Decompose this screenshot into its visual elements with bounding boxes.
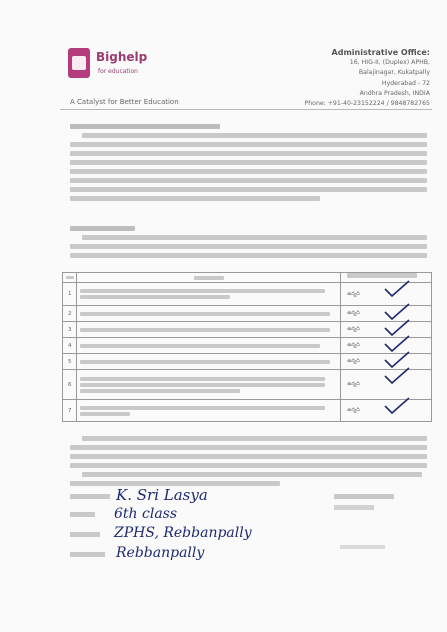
question-text bbox=[77, 400, 341, 422]
table-row bbox=[63, 370, 432, 400]
brand-name: Bighelp bbox=[96, 50, 148, 64]
letter-intro bbox=[70, 124, 430, 205]
text-line bbox=[70, 244, 427, 249]
office-line: Hyderabad - 72 bbox=[381, 79, 430, 87]
office-line: Balajinagar, Kukatpally bbox=[358, 69, 430, 77]
bighelp-logo-icon bbox=[68, 48, 90, 78]
question-number: 7 bbox=[63, 400, 77, 422]
text-line bbox=[82, 133, 427, 138]
answer-text: ఉన్నది bbox=[347, 381, 360, 387]
text-line bbox=[70, 253, 427, 258]
sender-title bbox=[334, 505, 374, 510]
office-line: Phone: +91-40-23152224 / 9848782765 bbox=[304, 100, 430, 108]
text-line bbox=[82, 436, 427, 441]
answer-text: ఉన్నది bbox=[347, 326, 360, 332]
question-number: 2 bbox=[63, 306, 77, 322]
label-name bbox=[70, 494, 110, 499]
letter-closing bbox=[70, 436, 430, 490]
answer-text: ఉన్నది bbox=[347, 290, 360, 297]
table-row bbox=[63, 283, 432, 306]
brand-subtitle: for education bbox=[98, 68, 138, 75]
table-row bbox=[63, 338, 432, 354]
answer-text: ఉన్నది bbox=[347, 358, 360, 364]
table-row bbox=[63, 400, 432, 422]
table-row bbox=[63, 306, 432, 322]
label-school bbox=[70, 532, 100, 537]
student-village: Rebbanpally bbox=[116, 545, 205, 561]
answer-cell bbox=[341, 400, 432, 422]
text-line bbox=[70, 454, 427, 459]
question-text bbox=[77, 354, 341, 370]
text-line bbox=[70, 142, 427, 147]
question-text bbox=[77, 338, 341, 354]
student-name: K. Sri Lasya bbox=[116, 486, 208, 504]
label-class bbox=[70, 512, 95, 517]
text-line bbox=[70, 196, 320, 201]
header-cell bbox=[77, 273, 341, 283]
question-number: 3 bbox=[63, 322, 77, 338]
question-number: 1 bbox=[63, 283, 77, 306]
checkmark-icon bbox=[381, 397, 411, 415]
question-text bbox=[77, 370, 341, 400]
checkmark-icon bbox=[381, 367, 411, 385]
text-line bbox=[70, 178, 427, 183]
text-line bbox=[82, 235, 427, 240]
text-line bbox=[70, 226, 135, 231]
answer-text: ఉన్నది bbox=[347, 407, 360, 413]
office-line: 16, HIG-II, (Duplex) APHB, bbox=[349, 59, 430, 67]
question-text bbox=[77, 283, 341, 306]
question-text bbox=[77, 322, 341, 338]
question-number: 5 bbox=[63, 354, 77, 370]
student-school: ZPHS, Rebbanpally bbox=[114, 525, 252, 541]
header-cell bbox=[63, 273, 77, 283]
text-line bbox=[70, 187, 427, 192]
office-line: Andhra Pradesh, INDIA bbox=[359, 89, 430, 97]
text-line bbox=[70, 160, 427, 165]
question-number: 4 bbox=[63, 338, 77, 354]
table-row bbox=[63, 354, 432, 370]
header-divider bbox=[60, 109, 432, 110]
office-title: Administrative Office: bbox=[331, 48, 430, 57]
date-line bbox=[340, 545, 385, 549]
text-line bbox=[70, 445, 427, 450]
table-row bbox=[63, 322, 432, 338]
answer-text: ఉన్నది bbox=[347, 310, 360, 316]
sender-name bbox=[334, 494, 394, 499]
office-address bbox=[280, 48, 430, 109]
text-line bbox=[70, 124, 220, 129]
question-text bbox=[77, 306, 341, 322]
text-line bbox=[82, 472, 422, 477]
answer-cell bbox=[341, 370, 432, 400]
checkmark-icon bbox=[381, 280, 411, 298]
text-line bbox=[70, 463, 427, 468]
text-line bbox=[70, 151, 427, 156]
tagline: A Catalyst for Better Education bbox=[70, 98, 179, 106]
label-village bbox=[70, 552, 105, 557]
letter-body bbox=[70, 226, 430, 262]
table-header-row bbox=[63, 273, 432, 283]
text-line bbox=[70, 169, 427, 174]
question-number: 6 bbox=[63, 370, 77, 400]
student-class: 6th class bbox=[114, 506, 178, 522]
answer-text: ఉన్నది bbox=[347, 342, 360, 348]
question-table bbox=[62, 272, 432, 422]
